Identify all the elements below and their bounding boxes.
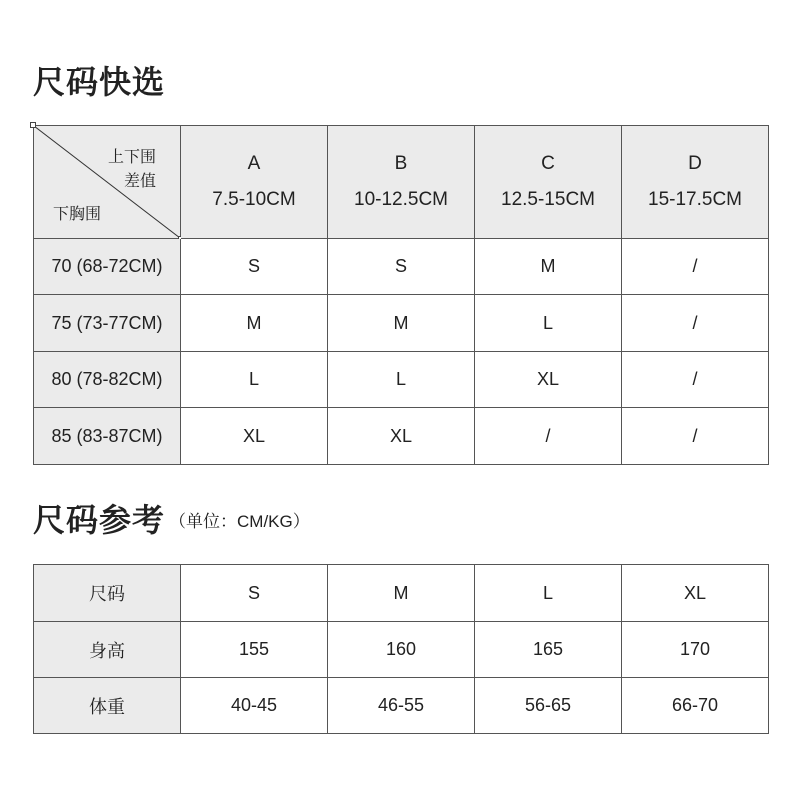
size-reference-table bbox=[33, 564, 769, 734]
table-cell: L bbox=[475, 295, 622, 352]
corner-label-underbust: 下胸围 bbox=[53, 206, 102, 223]
corner-label-difference-line2: 差值 bbox=[124, 173, 157, 190]
table-cell: / bbox=[622, 295, 769, 352]
header-size-s: S bbox=[181, 565, 328, 622]
column-range: 10-12.5CM bbox=[354, 189, 448, 210]
column-letter: B bbox=[394, 153, 408, 174]
column-header-a bbox=[181, 126, 328, 239]
table-cell: / bbox=[622, 408, 769, 465]
table-cell: 40-45 bbox=[181, 678, 328, 734]
table-cell: M bbox=[328, 295, 475, 352]
table-cell: M bbox=[475, 239, 622, 295]
row-label-85: 85 (83-87CM) bbox=[34, 408, 181, 465]
corner-handle-top-left bbox=[30, 122, 36, 128]
column-range: 15-17.5CM bbox=[648, 189, 742, 210]
table-cell: L bbox=[181, 352, 328, 408]
table-cell: 155 bbox=[181, 622, 328, 678]
size-reference-title-text: 尺码参考 bbox=[33, 502, 166, 538]
table-cell: 165 bbox=[475, 622, 622, 678]
header-size-xl: XL bbox=[622, 565, 769, 622]
header-size-l: L bbox=[475, 565, 622, 622]
table-cell: 160 bbox=[328, 622, 475, 678]
header-size-m: M bbox=[328, 565, 475, 622]
column-header-d bbox=[622, 126, 769, 239]
table-cell: XL bbox=[475, 352, 622, 408]
column-letter: D bbox=[688, 153, 702, 174]
table-cell: S bbox=[181, 239, 328, 295]
table-cell: 46-55 bbox=[328, 678, 475, 734]
quick-select-title bbox=[33, 62, 165, 102]
column-letter: C bbox=[541, 153, 555, 174]
column-range: 7.5-10CM bbox=[212, 189, 296, 210]
column-header-c bbox=[475, 126, 622, 239]
quick-select-table bbox=[33, 125, 769, 465]
column-range: 12.5-15CM bbox=[501, 189, 595, 210]
row-label-height: 身高 bbox=[34, 622, 181, 678]
table-cell: L bbox=[328, 352, 475, 408]
table-cell: / bbox=[622, 239, 769, 295]
table-cell: XL bbox=[181, 408, 328, 465]
table-cell: S bbox=[328, 239, 475, 295]
row-label-75: 75 (73-77CM) bbox=[34, 295, 181, 352]
table-cell: 66-70 bbox=[622, 678, 769, 734]
header-size-label: 尺码 bbox=[34, 565, 181, 622]
quick-select-title-text: 尺码快选 bbox=[33, 64, 166, 100]
column-header-b bbox=[328, 126, 475, 239]
size-reference-title bbox=[33, 500, 310, 542]
table-cell: XL bbox=[328, 408, 475, 465]
corner-header-cell bbox=[34, 126, 181, 239]
table-cell: / bbox=[622, 352, 769, 408]
row-label-weight: 体重 bbox=[34, 678, 181, 734]
unit-note: （单位：CM/KG） bbox=[169, 512, 310, 531]
column-letter: A bbox=[247, 153, 261, 174]
row-label-80: 80 (78-82CM) bbox=[34, 352, 181, 408]
row-label-70: 70 (68-72CM) bbox=[34, 239, 181, 295]
corner-label-difference-line1: 上下围 bbox=[108, 149, 157, 166]
table-cell: M bbox=[181, 295, 328, 352]
table-cell: 170 bbox=[622, 622, 769, 678]
table-cell: 56-65 bbox=[475, 678, 622, 734]
table-cell: / bbox=[475, 408, 622, 465]
